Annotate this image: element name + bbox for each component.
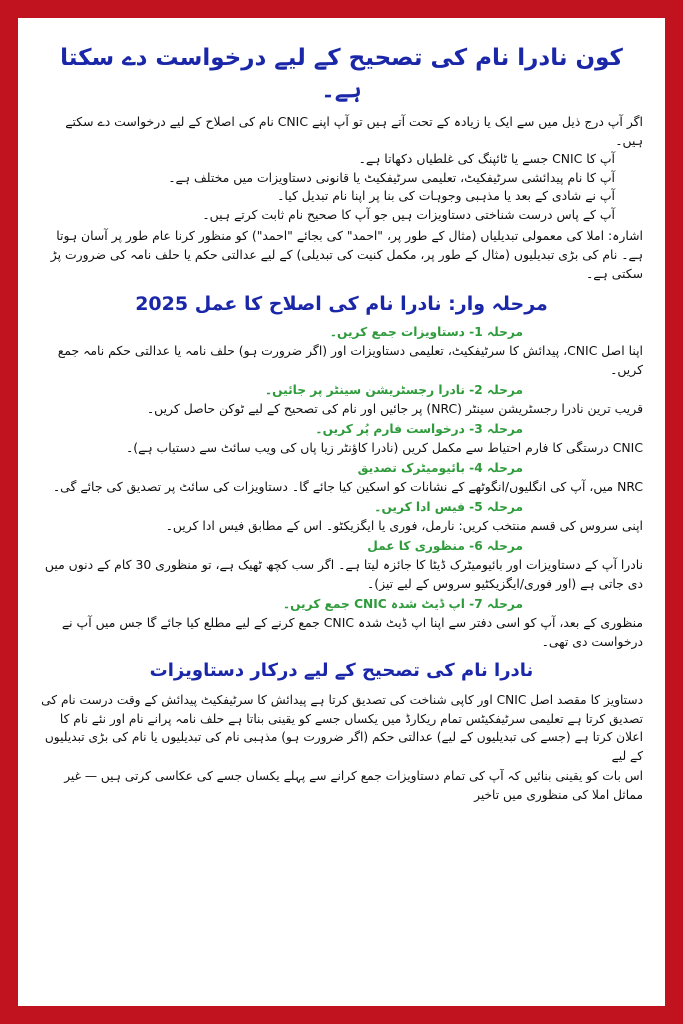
step-7 <box>40 595 643 651</box>
list-item: آپ کا CNIC جسے یا ٹائپنگ کی غلطیاں دکھاتا ہے۔ <box>358 151 615 166</box>
step-1 <box>40 323 643 379</box>
eligibility-list <box>40 150 643 224</box>
documents-heading: نادرا نام کی تصحیح کے لیے درکار دستاویزات <box>149 660 534 681</box>
step-3 <box>40 420 643 457</box>
page-title: کون نادرا نام کی تصحیح کے لیے درخواست دے سکتا ہے۔ <box>60 45 623 103</box>
step-title: مرحلہ 4- بائیومیٹرک تصدیق <box>357 461 523 475</box>
step-title: مرحلہ 3- درخواست فارم پُر کریں۔ <box>315 422 523 436</box>
step-title: مرحلہ 5- فیس ادا کریں۔ <box>374 500 523 514</box>
step-title: مرحلہ 6- منظوری کا عمل <box>367 539 523 553</box>
step-4 <box>40 459 643 496</box>
step-text: CNIC درستگی کا فارم احتیاط سے مکمل کریں (نادرا کاؤنٹر زیا پاں کی ویب سائٹ سے دستیاب ہے)۔ <box>126 440 643 455</box>
article-content <box>40 42 643 990</box>
intro-text: اگر آپ درج ذیل میں سے ایک یا زیادہ کے تحت آتے ہیں تو آپ اپنے CNIC نام کی اصلاح کے لیے درخواست دے سکتے ہیں۔ <box>65 114 643 148</box>
documents-paragraph: دستاویز کا مقصد اصل CNIC اور کاپی شناخت کی تصدیق کرتا ہے پیدائش کا سرٹیفکیٹ پیدائش کے وقت درست نام کی تصدیق کرتا ہے تعلیمی سرٹیفکیٹس تمام ریکارڈ میں یکساں جسے کو یقینی بناتا ہے حلف نامہ پرانے نام اور نئے نام کا اعلان کرتا ہے (جسے کی تبدیلیوں کے لیے) عدالتی حکم (اگر ضرورت ہو) مذہبی نام کی تبدیلیوں یا نام کی بڑی تبدیلیوں کے لیے <box>41 693 643 763</box>
step-text: نادرا آپ کے دستاویزات اور بائیومیٹرک ڈیٹا کا جائزہ لیتا ہے۔ اگر سب کچھ ٹھیک ہے، تو منظوری 30 کام کے دنوں میں دی جاتی ہے (اور فوری/ایگزیکٹیو سروس کے لیے تیز)۔ <box>44 557 643 591</box>
step-text: قریب ترین نادرا رجسٹریشن سینٹر (NRC) پر جائیں اور نام کی تصحیح کے لیے ٹوکن حاصل کریں۔ <box>146 401 643 416</box>
hint-note: اشارہ: املا کی معمولی تبدیلیاں (مثال کے طور پر، "احمد" کی بجائے "احمد") کو منظور کرنا عام طور پر آسان ہوتا ہے۔ نام کی بڑی تبدیلیوں (مثال کے طور پر، مکمل کنیت کی تبدیلی) کے لیے عدالتی حکم یا حلف نامہ کی ضرورت پڑ سکتی ہے۔ <box>50 228 643 281</box>
step-text: اپنا اصل CNIC، پیدائش کا سرٹیفکیٹ، تعلیمی دستاویزات اور (اگر ضرورت ہو) حلف نامہ یا عدالتی حکم نامہ جمع کریں۔ <box>57 343 643 377</box>
step-title: مرحلہ 2- نادرا رجسٹریشن سینٹر پر جائیں۔ <box>264 383 523 397</box>
list-item: آپ کا نام پیدائشی سرٹیفکیٹ، تعلیمی سرٹیفکیٹ یا قانونی دستاویزات میں مختلف ہے۔ <box>168 169 615 185</box>
list-item: آپ کے پاس درست شناختی دستاویزات ہیں جو آپ کا صحیح نام ثابت کرتے ہیں۔ <box>202 206 615 222</box>
step-text: اپنی سروس کی قسم منتخب کریں: نارمل، فوری یا ایگزیکٹو۔ اس کے مطابق فیس ادا کریں۔ <box>165 518 643 533</box>
step-title: مرحلہ 1- دستاویزات جمع کریں۔ <box>329 325 523 339</box>
step-text: NRC میں، آپ کی انگلیوں/انگوٹھے کے نشانات کو اسکین کیا جائے گا۔ دستاویزات کی سائٹ پر تصدیق کی جائے گی۔ <box>52 479 643 494</box>
step-6 <box>40 537 643 593</box>
step-text: منظوری کے بعد، آپ کو اسی دفتر سے اپنا اپ ڈیٹ شدہ CNIC جمع کرنے کے لیے مطلع کیا جائے گا جس میں آپ نے درخواست دی تھی۔ <box>61 615 643 649</box>
process-heading: مرحلہ وار: نادرا نام کی اصلاح کا عمل 2025 <box>135 293 548 315</box>
list-item: آپ نے شادی کے بعد یا مذہبی وجوہات کی بنا پر اپنا نام تبدیل کیا۔ <box>277 188 615 203</box>
documents-warning: اس بات کو یقینی بنائیں کہ آپ کی تمام دستاویزات جمع کرانے سے پہلے یکساں جسے کی عکاسی کرتی ہیں — غیر مماثل املا کی منظوری میں تاخیر <box>64 769 643 802</box>
step-title: مرحلہ 7- اپ ڈیٹ شدہ CNIC جمع کریں۔ <box>282 597 523 611</box>
step-2 <box>40 381 643 418</box>
step-5 <box>40 498 643 535</box>
